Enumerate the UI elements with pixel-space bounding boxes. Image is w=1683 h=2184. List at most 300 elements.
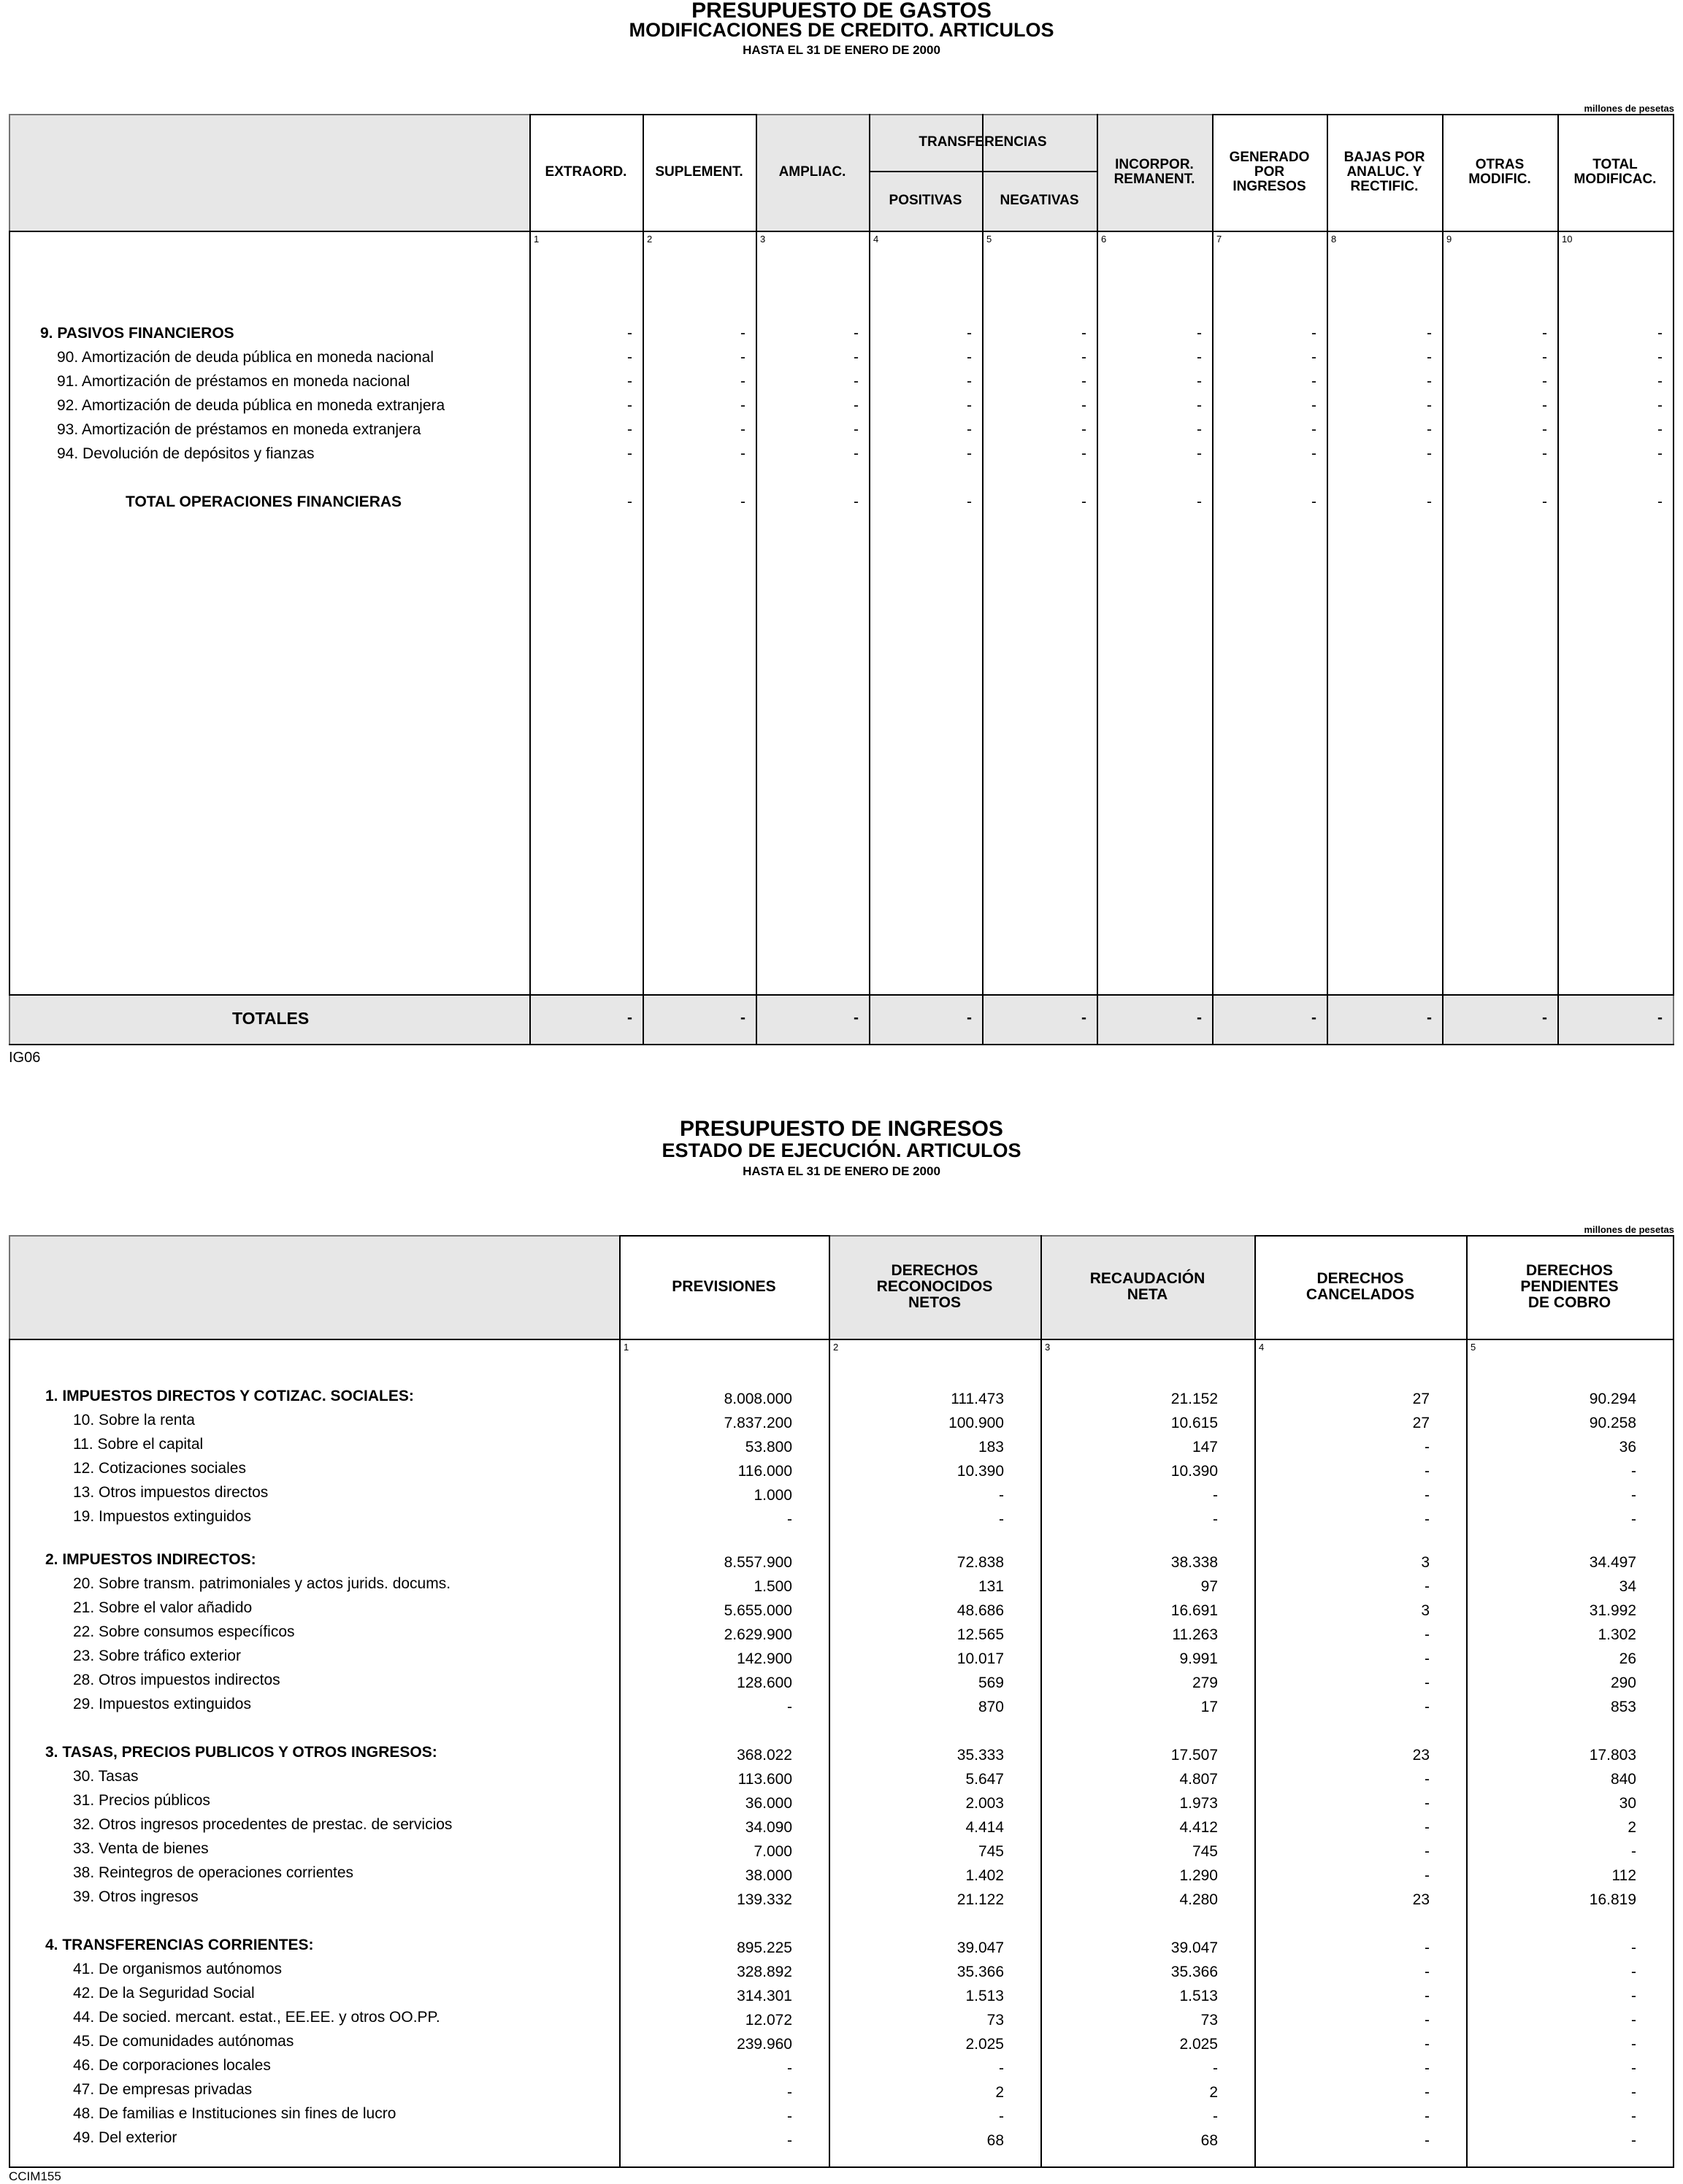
cell-value: 131 <box>978 1578 1004 1595</box>
column-number: 3 <box>1045 1342 1051 1353</box>
cell-value: 2.025 <box>1179 2036 1218 2053</box>
column-number: 5 <box>1471 1342 1476 1353</box>
column-header-c1: EXTRAORD. <box>545 164 627 180</box>
cell-value: 1.513 <box>965 1988 1004 2004</box>
cell-value: - <box>1425 2036 1430 2053</box>
cell-value: 139.332 <box>737 1891 792 1908</box>
gastos-date: HASTA EL 31 DE ENERO DE 2000 <box>743 43 940 57</box>
cell-value: - <box>967 421 972 438</box>
cell-value: 328.892 <box>737 1964 792 1980</box>
cell-value: - <box>1427 373 1432 390</box>
cell-value: - <box>854 373 859 390</box>
total-value: - <box>740 1010 745 1026</box>
total-value: - <box>1427 1010 1432 1026</box>
cell-value: 10.615 <box>1170 1415 1218 1431</box>
cell-value: 90.294 <box>1589 1391 1636 1407</box>
cell-value: - <box>967 493 972 510</box>
cell-value: - <box>1081 397 1086 414</box>
cell-value: 2.629.900 <box>724 1626 792 1643</box>
column-divider <box>1557 114 1559 1044</box>
cell-value: - <box>1081 445 1086 462</box>
ingresos-units: millones de pesetas <box>1584 1224 1674 1235</box>
cell-value: 36.000 <box>745 1795 792 1812</box>
totals-divider <box>9 994 1674 996</box>
row-label: 9. PASIVOS FINANCIEROS <box>40 325 234 342</box>
cell-value: 21.152 <box>1170 1391 1218 1407</box>
cell-value: 290 <box>1610 1674 1636 1691</box>
cell-value: - <box>1542 397 1547 414</box>
cell-value: 36 <box>1619 1439 1636 1456</box>
cell-value: - <box>1657 445 1663 462</box>
cell-value: - <box>967 349 972 366</box>
cell-value: - <box>1311 325 1316 342</box>
row-label: 29. Impuestos extinguidos <box>73 1696 251 1712</box>
cell-value: - <box>1657 421 1663 438</box>
column-header-c5: DERECHOS PENDIENTES DE COBRO <box>1520 1261 1619 1312</box>
cell-value: 2.003 <box>965 1795 1004 1812</box>
cell-value: - <box>740 421 745 438</box>
cell-value: - <box>1657 373 1663 390</box>
row-label: 31. Precios públicos <box>73 1792 210 1809</box>
cell-value: 3 <box>1421 1554 1430 1571</box>
cell-value: - <box>1311 445 1316 462</box>
row-label: 32. Otros ingresos procedentes de prestac. de servicios <box>73 1816 453 1833</box>
row-label: 13. Otros impuestos directos <box>73 1484 269 1501</box>
cell-value: 1.973 <box>1179 1795 1218 1812</box>
gastos-units: millones de pesetas <box>1584 103 1674 114</box>
cell-value: 4.412 <box>1179 1819 1218 1836</box>
cell-value: - <box>1425 1795 1430 1812</box>
column-number: 1 <box>624 1342 629 1353</box>
cell-value: 3 <box>1421 1602 1430 1619</box>
cell-value: - <box>1657 349 1663 366</box>
cell-value: - <box>1542 421 1547 438</box>
cell-value: 5.655.000 <box>724 1602 792 1619</box>
column-number: 4 <box>1259 1342 1265 1353</box>
cell-value: - <box>1425 1699 1430 1715</box>
cell-value: 142.900 <box>737 1650 792 1667</box>
row-label: 21. Sobre el valor añadido <box>73 1599 253 1616</box>
cell-value: - <box>1425 1626 1430 1643</box>
cell-value: - <box>1197 493 1202 510</box>
cell-value: 72.838 <box>956 1554 1004 1571</box>
cell-value: - <box>1427 397 1432 414</box>
row-label: 11. Sobre el capital <box>73 1436 204 1453</box>
cell-value: 100.900 <box>948 1415 1004 1431</box>
cell-value: 368.022 <box>737 1747 792 1764</box>
cell-value: 90.258 <box>1589 1415 1636 1431</box>
cell-value: 17.507 <box>1170 1747 1218 1764</box>
row-label: 20. Sobre transm. patrimoniales y actos jurids. docums. <box>73 1575 451 1592</box>
cell-value: - <box>627 445 632 462</box>
cell-value: 745 <box>978 1843 1004 1860</box>
cell-value: - <box>1631 1487 1636 1504</box>
cell-value: - <box>1631 2108 1636 2125</box>
row-label: 1. IMPUESTOS DIRECTOS Y COTIZAC. SOCIALES: <box>45 1388 414 1404</box>
cell-value: - <box>854 421 859 438</box>
cell-value: - <box>1425 1578 1430 1595</box>
cell-value: 34.090 <box>745 1819 792 1836</box>
cell-value: 10.390 <box>956 1463 1004 1480</box>
cell-value: - <box>1542 445 1547 462</box>
cell-value: - <box>854 397 859 414</box>
cell-value: 17.803 <box>1589 1747 1636 1764</box>
row-label: 19. Impuestos extinguidos <box>73 1508 251 1525</box>
cell-value: 27 <box>1412 1391 1430 1407</box>
cell-value: 30 <box>1619 1795 1636 1812</box>
cell-value: 128.600 <box>737 1674 792 1691</box>
cell-value: - <box>1197 445 1202 462</box>
row-label: 4. TRANSFERENCIAS CORRIENTES: <box>45 1937 314 1953</box>
column-divider <box>869 114 870 1044</box>
row-label: 91. Amortización de préstamos en moneda nacional <box>57 373 410 390</box>
gastos-table <box>9 114 1674 1045</box>
column-number: 3 <box>760 234 766 245</box>
cell-value: 183 <box>978 1439 1004 1456</box>
cell-value: 2 <box>995 2084 1004 2101</box>
cell-value: 38.000 <box>745 1867 792 1884</box>
cell-value: - <box>1427 325 1432 342</box>
cell-value: 10.017 <box>956 1650 1004 1667</box>
cell-value: - <box>1425 2108 1430 2125</box>
column-number: 8 <box>1331 234 1337 245</box>
column-number: 2 <box>647 234 653 245</box>
column-header-c8: BAJAS POR ANALUC. Y RECTIFIC. <box>1343 150 1425 194</box>
cell-value: 68 <box>1200 2132 1218 2149</box>
cell-value: 116.000 <box>737 1463 792 1480</box>
cell-value: - <box>1311 493 1316 510</box>
cell-value: - <box>1425 1771 1430 1788</box>
cell-value: 17 <box>1200 1699 1218 1715</box>
cell-value: - <box>1425 1843 1430 1860</box>
cell-value: 34.497 <box>1589 1554 1636 1571</box>
row-label: 38. Reintegros de operaciones corrientes <box>73 1864 354 1881</box>
column-number: 10 <box>1562 234 1573 245</box>
cell-value: - <box>1631 2036 1636 2053</box>
column-header-c3: AMPLIAC. <box>778 164 846 180</box>
column-header-c2: DERECHOS RECONOCIDOS NETOS <box>876 1261 993 1312</box>
cell-value: 27 <box>1412 1415 1430 1431</box>
column-divider <box>756 114 757 1044</box>
ingresos-form-code: CCIM155 <box>9 2169 61 2183</box>
row-label: 10. Sobre la renta <box>73 1412 195 1429</box>
cell-value: 112 <box>1611 1867 1636 1884</box>
cell-value: 35.366 <box>956 1964 1004 1980</box>
cell-value: - <box>1631 2132 1636 2149</box>
column-header-c6: INCORPOR. REMANENT. <box>1113 157 1195 187</box>
cell-value: - <box>1081 421 1086 438</box>
cell-value: - <box>787 2132 792 2149</box>
column-number: 5 <box>986 234 992 245</box>
cell-value: - <box>1542 493 1547 510</box>
cell-value: - <box>1425 2132 1430 2149</box>
total-value: - <box>627 1010 632 1026</box>
row-label: 23. Sobre tráfico exterior <box>73 1647 241 1664</box>
cell-value: - <box>1427 493 1432 510</box>
cell-value: - <box>787 2060 792 2077</box>
cell-value: - <box>1427 421 1432 438</box>
cell-value: 73 <box>986 2012 1004 2029</box>
cell-value: - <box>1542 325 1547 342</box>
gastos-subtitle: MODIFICACIONES DE CREDITO. ARTICULOS <box>629 19 1054 41</box>
total-value: - <box>1542 1010 1547 1026</box>
column-number: 6 <box>1101 234 1107 245</box>
cell-value: - <box>1425 1674 1430 1691</box>
row-label: 47. De empresas privadas <box>73 2081 253 2098</box>
cell-value: - <box>740 493 745 510</box>
cell-value: - <box>627 397 632 414</box>
ingresos-subtitle: ESTADO DE EJECUCIÓN. ARTICULOS <box>662 1139 1021 1161</box>
cell-value: - <box>999 2108 1004 2125</box>
total-value: - <box>1081 1010 1086 1026</box>
gastos-form-code: IG06 <box>9 1050 41 1066</box>
cell-value: - <box>1197 325 1202 342</box>
row-label: 92. Amortización de deuda pública en moneda extranjera <box>57 397 445 414</box>
row-label: 49. Del exterior <box>73 2129 177 2146</box>
cell-value: 53.800 <box>745 1439 792 1456</box>
column-header-c10: TOTAL MODIFICAC. <box>1573 157 1657 187</box>
column-divider <box>643 114 644 1044</box>
header-divider <box>9 1339 1674 1340</box>
cell-value: 21.122 <box>956 1891 1004 1908</box>
cell-value: - <box>854 325 859 342</box>
cell-value: - <box>1631 1511 1636 1528</box>
column-header-transfer: TRANSFERENCIAS <box>919 134 1047 150</box>
cell-value: - <box>1311 349 1316 366</box>
column-divider <box>1212 114 1214 1044</box>
cell-value: - <box>627 373 632 390</box>
cell-value: - <box>1542 349 1547 366</box>
cell-value: - <box>1657 493 1663 510</box>
cell-value: - <box>1197 397 1202 414</box>
cell-value: 1.302 <box>1598 1626 1636 1643</box>
cell-value: 2 <box>1628 1819 1636 1836</box>
cell-value: 11.263 <box>1172 1626 1218 1643</box>
cell-value: - <box>967 325 972 342</box>
cell-value: - <box>1425 1439 1430 1456</box>
cell-value: 8.557.900 <box>724 1554 792 1571</box>
cell-value: - <box>1657 397 1663 414</box>
cell-value: 113.600 <box>737 1771 792 1788</box>
cell-value: 35.366 <box>1170 1964 1218 1980</box>
cell-value: 12.072 <box>745 2012 792 2029</box>
cell-value: 1.513 <box>1179 1988 1218 2004</box>
cell-value: - <box>1631 2060 1636 2077</box>
cell-value: 16.819 <box>1589 1891 1636 1908</box>
cell-value: - <box>1081 493 1086 510</box>
cell-value: 39.047 <box>956 1939 1004 1956</box>
cell-value: 745 <box>1192 1843 1218 1860</box>
cell-value: 31.992 <box>1589 1602 1636 1619</box>
cell-value: 4.414 <box>965 1819 1004 1836</box>
column-header-c4: DERECHOS CANCELADOS <box>1306 1269 1415 1303</box>
cell-value: - <box>1425 1650 1430 1667</box>
row-label: 90. Amortización de deuda pública en moneda nacional <box>57 349 434 366</box>
cell-value: - <box>1425 1939 1430 1956</box>
cell-value: - <box>854 445 859 462</box>
column-divider <box>1097 114 1098 1044</box>
cell-value: 5.647 <box>965 1771 1004 1788</box>
cell-value: 1.290 <box>1179 1867 1218 1884</box>
cell-value: 39.047 <box>1170 1939 1218 1956</box>
total-value: - <box>1311 1010 1316 1026</box>
cell-value: - <box>1197 421 1202 438</box>
header-shading <box>9 1235 619 1339</box>
cell-value: - <box>787 2108 792 2125</box>
ingresos-title: PRESUPUESTO DE INGRESOS <box>680 1117 1003 1141</box>
cell-value: - <box>1425 1867 1430 1884</box>
column-number: 4 <box>873 234 879 245</box>
total-value: - <box>967 1010 972 1026</box>
cell-value: - <box>740 397 745 414</box>
cell-value: - <box>1425 1511 1430 1528</box>
row-label: 48. De familias e Instituciones sin fines de lucro <box>73 2105 396 2122</box>
cell-value: 147 <box>1192 1439 1218 1456</box>
row-label: 28. Otros impuestos indirectos <box>73 1672 280 1688</box>
cell-value: 68 <box>986 2132 1004 2149</box>
cell-value: - <box>1427 445 1432 462</box>
cell-value: - <box>1631 1939 1636 1956</box>
cell-value: 853 <box>1610 1699 1636 1715</box>
cell-value: - <box>740 373 745 390</box>
row-label: 30. Tasas <box>73 1768 139 1785</box>
total-value: - <box>854 1010 859 1026</box>
column-divider <box>1327 114 1328 1044</box>
cell-value: 48.686 <box>956 1602 1004 1619</box>
row-label: 41. De organismos autónomos <box>73 1961 282 1977</box>
column-header-c7: GENERADO POR INGRESOS <box>1229 150 1310 194</box>
cell-value: - <box>1081 373 1086 390</box>
total-value: - <box>1657 1010 1663 1026</box>
cell-value: - <box>627 421 632 438</box>
cell-value: - <box>740 325 745 342</box>
cell-value: - <box>999 1511 1004 1528</box>
cell-value: - <box>1213 1487 1218 1504</box>
cell-value: 73 <box>1200 2012 1218 2029</box>
cell-value: - <box>1427 349 1432 366</box>
total-value: - <box>1197 1010 1202 1026</box>
cell-value: 23 <box>1412 1891 1430 1908</box>
column-header-c2: SUPLEMENT. <box>655 164 743 180</box>
cell-value: - <box>1213 2060 1218 2077</box>
cell-value: 12.565 <box>956 1626 1004 1643</box>
gastos-title: PRESUPUESTO DE GASTOS <box>691 0 992 23</box>
column-divider <box>1442 114 1444 1044</box>
row-label: 45. De comunidades autónomas <box>73 2033 294 2050</box>
column-header-c4: POSITIVAS <box>889 193 962 209</box>
row-label: 3. TASAS, PRECIOS PUBLICOS Y OTROS INGRESOS: <box>45 1744 437 1761</box>
cell-value: 840 <box>1610 1771 1636 1788</box>
cell-value: - <box>1631 1463 1636 1480</box>
cell-value: - <box>1425 1819 1430 1836</box>
cell-value: 4.807 <box>1179 1771 1218 1788</box>
cell-value: - <box>854 349 859 366</box>
cell-value: - <box>627 325 632 342</box>
cell-value: 569 <box>978 1674 1004 1691</box>
cell-value: 1.000 <box>754 1487 792 1504</box>
row-label: 22. Sobre consumos específicos <box>73 1623 295 1640</box>
cell-value: 2.025 <box>965 2036 1004 2053</box>
cell-value: - <box>787 2084 792 2101</box>
cell-value: 279 <box>1192 1674 1218 1691</box>
cell-value: 26 <box>1619 1650 1636 1667</box>
cell-value: 34 <box>1619 1578 1636 1595</box>
cell-value: 239.960 <box>737 2036 792 2053</box>
cell-value: 9.991 <box>1179 1650 1218 1667</box>
cell-value: - <box>1631 2084 1636 2101</box>
cell-value: 314.301 <box>737 1988 792 2004</box>
cell-value: - <box>1425 2084 1430 2101</box>
cell-value: - <box>967 397 972 414</box>
cell-value: 97 <box>1200 1578 1218 1595</box>
column-divider <box>982 114 984 1044</box>
cell-value: - <box>1425 2060 1430 2077</box>
cell-value: - <box>627 493 632 510</box>
cell-value: 1.500 <box>754 1578 792 1595</box>
row-label: 33. Venta de bienes <box>73 1840 209 1857</box>
cell-value: - <box>1081 349 1086 366</box>
cell-value: 4.280 <box>1179 1891 1218 1908</box>
column-header-c5: NEGATIVAS <box>1000 193 1079 209</box>
cell-value: - <box>787 1699 792 1715</box>
cell-value: - <box>740 349 745 366</box>
cell-value: - <box>627 349 632 366</box>
cell-value: - <box>1542 373 1547 390</box>
cell-value: - <box>854 493 859 510</box>
cell-value: - <box>1631 1964 1636 1980</box>
cell-value: - <box>999 1487 1004 1504</box>
cell-value: 7.000 <box>754 1843 792 1860</box>
column-number: 9 <box>1446 234 1452 245</box>
column-header-c3: RECAUDACIÓN NETA <box>1089 1269 1205 1303</box>
cell-value: 7.837.200 <box>724 1415 792 1431</box>
cell-value: - <box>1425 2012 1430 2029</box>
row-label: 12. Cotizaciones sociales <box>73 1460 246 1477</box>
cell-value: 870 <box>978 1699 1004 1715</box>
row-label: 94. Devolución de depósitos y fianzas <box>57 445 315 462</box>
cell-value: - <box>999 2060 1004 2077</box>
column-number: 2 <box>833 1342 839 1353</box>
header-divider <box>9 231 1674 232</box>
cell-value: - <box>1213 2108 1218 2125</box>
ingresos-date: HASTA EL 31 DE ENERO DE 2000 <box>743 1164 940 1178</box>
cell-value: 23 <box>1412 1747 1430 1764</box>
row-label: 2. IMPUESTOS INDIRECTOS: <box>45 1551 256 1568</box>
cell-value: - <box>1425 1964 1430 1980</box>
header-shading <box>9 114 529 231</box>
column-header-c1: PREVISIONES <box>672 1277 776 1295</box>
column-number: 1 <box>534 234 540 245</box>
cell-value: - <box>787 1511 792 1528</box>
cell-value: - <box>967 373 972 390</box>
cell-value: 895.225 <box>737 1939 792 1956</box>
cell-value: - <box>1311 421 1316 438</box>
cell-value: - <box>1425 1487 1430 1504</box>
cell-value: - <box>1631 1988 1636 2004</box>
cell-value: - <box>1425 1988 1430 2004</box>
cell-value: 111.473 <box>951 1391 1004 1407</box>
cell-value: 10.390 <box>1170 1463 1218 1480</box>
row-label: 39. Otros ingresos <box>73 1888 199 1905</box>
cell-value: - <box>740 445 745 462</box>
cell-value: 16.691 <box>1170 1602 1218 1619</box>
cell-value: - <box>1311 373 1316 390</box>
row-label: TOTAL OPERACIONES FINANCIERAS <box>126 493 402 510</box>
row-label: 42. De la Seguridad Social <box>73 1985 255 2002</box>
cell-value: - <box>1081 325 1086 342</box>
cell-value: - <box>1213 1511 1218 1528</box>
cell-value: 1.402 <box>965 1867 1004 1884</box>
